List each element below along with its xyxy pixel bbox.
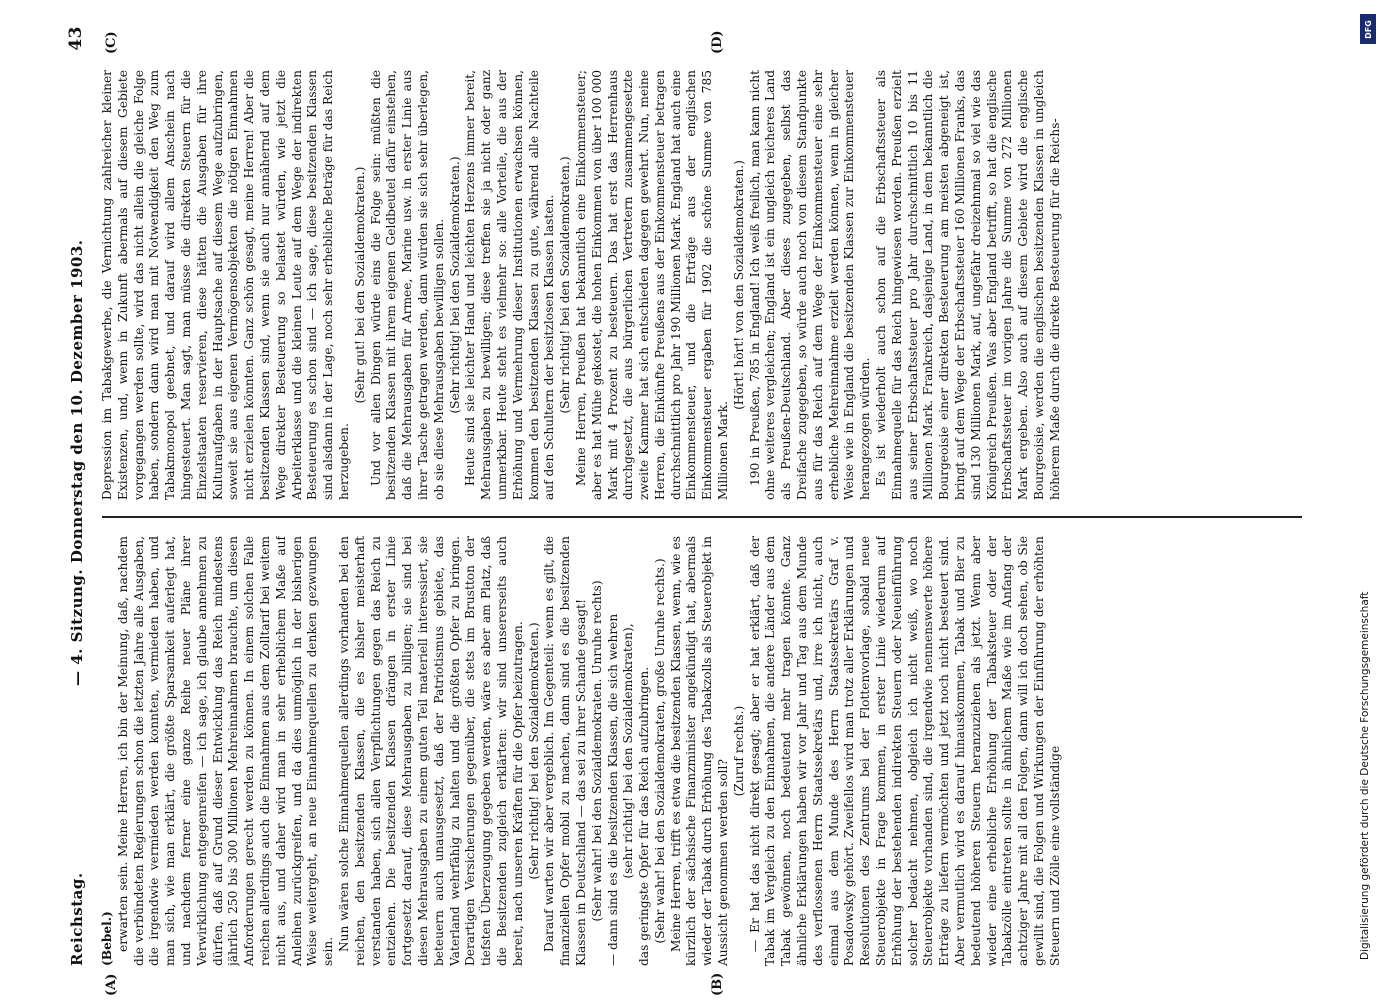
header-title: — 4. Sitzung. Donnerstag den 10. Dezember 1903. bbox=[68, 239, 86, 686]
left-column bbox=[100, 536, 1305, 966]
digitization-credit: Digitalisierung gefördert durch die Deutsche Forschungsgemeinschaft bbox=[1359, 591, 1371, 960]
interjection: (Sehr wahr! bei den Sozialdemokraten. Unruhe rechts) bbox=[589, 580, 604, 922]
paragraph: Und vor allen Dingen würde eins die Folge sein: müßten die besitzenden Klassen mit ihrem eigenen Geldbeutel dafür einstehen, daß die Mehrausgaben für Armee, Marine usw. in erster Linie aus ihrer Tasche getragen werden, dann würden sie sich sehr überlegen, ob sie diese Mehrausgaben bewilligen sollen. bbox=[368, 70, 446, 500]
document-sheet bbox=[62, 26, 1312, 996]
interjection: (Sehr gut! bei den Sozialdemokraten.) bbox=[352, 166, 367, 404]
paragraph: Es ist wiederholt auch schon auf die Erbschaftssteuer als Einnahmequelle für das Reich hingewiesen worden. Preußen erzielt aus seiner Erbschaftssteuer pro Jahr durchschnittlich 10 bis 11 Millionen Mark. Frankreich, dasjenige Land, in dem bekanntlich die Bourgeoisie einer direkten Besteuerung am meisten abgeneigt ist, bringt auf dem Wege der Erbschaftssteuer 160 Millionen Franks, das sind 130 Millionen Mark, auf, ungefähr dreizehnmal so viel wie das Königreich Preußen. Was aber England betrifft, so hat die englische Erbschaftssteuer im vorigen Jahre die Summe von 272 Millionen Mark ergeben. Also auch auf diesem Gebiete wird die englische Bourgeoisie, werden die englischen besitzenden Klassen in ungleich höherem Maße durch die direkte Besteuerung für die Reichs- bbox=[874, 70, 1062, 500]
paragraph: Darauf warten wir aber vergeblich. Im Gegenteil: wenn es gilt, die finanziellen Opfer mobil zu machen, dann sind es die besitzenden Klassen in Deutschland — das sei zu ihrer Schande gesagt! bbox=[542, 536, 588, 966]
interjection: (Sehr richtig! bei den Sozialdemokraten.) bbox=[526, 622, 541, 880]
digitization-stamp bbox=[1359, 10, 1377, 990]
paragraph: Depression im Tabakgewerbe, die Vernichtung zahlreicher kleiner Existenzen, und, wenn in Zukunft abermals auf diesem Gebiete vorgegangen werden sollte, wird das nicht allein die gleiche Folge haben, sondern dann wird man mit Notwendigkeit den Weg zum Tabakmonopol geebnet, und darauf wird allem Anschein nach hingesteuert. Man sagt, man müsse die direkten Steuern für die Einzelstaaten reservieren, diese hätten die Ausgaben für ihre Kulturaufgaben in der Hauptsache auf diesem Wege aufzubringen, soweit sie aus eigenen Vermögensobjekten die nötigen Einnahmen nicht erzielen könnten. Ganz schön gesagt, meine Herren! Aber die besitzenden Klassen sind, wenn sie auch nur annähernd auf dem Wege direkter Besteuerung so belastet würden, wie jetzt die Arbeiterklasse und die kleinen Leute auf dem Wege der indirekten Besteuerung es schon sind — ich sage, diese besitzenden Klassen sind alsdann in der Lage, noch sehr erhebliche Beträge für das Reich herzugeben. bbox=[100, 70, 351, 500]
margin-marker-c: (C) bbox=[104, 31, 119, 54]
paragraph: Meine Herren, Preußen hat bekanntlich eine Einkommensteuer; aber es hat Mühe gekostet, die hohen Einkommen von über 100 000 Mark mit 4 Prozent zu besteuern. Das hat erst das Herrenhaus durchgesetzt, die aus bürgerlichen Vertretern zusammengesetzte zweite Kammer hat sich entschieden dagegen gewehrt. Nun, meine Herren, die Einkünfte Preußens aus der Einkommensteuer betragen durchschnittlich pro Jahr 190 Millionen Mark. England hat auch eine Einkommensteuer, und die Erträge aus der englischen Einkommensteuer ergaben für 1902 die schöne Summe von 785 Millionen Mark. bbox=[573, 70, 731, 500]
speaker-label: (Bebel.) bbox=[100, 911, 114, 966]
paragraph: — dann sind es die besitzenden Klassen, die sich wehren bbox=[605, 613, 620, 966]
paragraph: Meine Herren, trifft es etwa die besitzenden Klassen, wenn, wie es kürzlich der sächsische Finanzminister angekündigt hat, abermals wieder der Tabak durch Erhöhung des Tabakzolls als Steuerobjekt in Aussicht genommen werden soll? bbox=[668, 536, 731, 966]
interjection: (Hört! hört! von den Sozialdemokraten.) bbox=[731, 160, 746, 410]
paragraph: Nun wären solche Einnahmequellen allerdings vorhanden bei den reichen, den besitzenden Klassen, die es bisher meisterhaft verstanden haben, sich allen Verpflichtungen gegen das Reich zu entziehen. Die besitzenden Klassen drängen in erster Linie fortgesetzt darauf, diese Mehrausgaben zu billigen; sie sind bei diesen Mehrausgaben zu einem guten Teil materiell interessiert, sie beteuern auch unausgesetzt, daß der Patriotismus gebiete, das Vaterland wehrfähig zu halten und die größten Opfer zu bringen. Derartigen Versicherungen gegenüber, die stets im Brustton der tiefsten Überzeugung gegeben werden, wäre es aber am Platz, daß die Besitzenden zugleich erklärten: wir sind unsererseits auch bereit, nach unseren Kräften für die Opfer beizutragen. bbox=[336, 536, 525, 966]
interjection: (sehr richtig! bei den Sozialdemokraten), bbox=[621, 623, 636, 879]
paragraph: 190 in Preußen, 785 in England! Ich weiß freilich, man kann nicht ohne weiteres vergleichen; England ist ein ungleich reicheres Land als Preußen-Deutschland. Aber dieses zugegeben, selbst das Dreifache zugegeben, so würde auch noch von diesem Standpunkte aus für das Reich auf dem Wege der Einkommensteuer eine sehr erhebliche Mehreinnahme erzielt werden können, wenn in gleicher Weise wie in England die besitzenden Klassen zur Einkommensteuer herangezogen würden. bbox=[747, 70, 873, 500]
paragraph: Heute sind sie leichter Hand und leichten Herzens immer bereit, Mehrausgaben zu bewilligen; diese treffen sie ja nicht oder ganz unmerkbar. Heute steht es vielmehr so: alle Vorteile, die aus der Erhöhung und Vermehrung dieser Institutionen erwachsen können, kommen den besitzenden Klassen zu gute, während alle Nachteile auf den Schultern der besitzlosen Klassen lasten. bbox=[463, 70, 557, 500]
interjection: (Sehr richtig! bei den Sozialdemokraten.) bbox=[558, 156, 573, 414]
margin-marker-d: (D) bbox=[710, 30, 725, 54]
interjection: (Zuruf rechts.) bbox=[731, 705, 746, 797]
paragraph: — Er hat das nicht direkt gesagt; aber er hat erklärt, daß der Tabak im Vergleich zu den Einnahmen, die andere Länder aus dem Tabak gewönnen, noch bedeutend mehr tragen könnte. Ganz ähnliche Erklärungen haben wir vor Jahr und Tag aus dem Munde des verflossenen Herrn Staatssekretärs und, irre ich nicht, auch einmal aus dem Munde des Herrn Staatssekretärs Graf v. Posadowsky gehört. Zweifellos wird man trotz aller Erklärungen und Resolutionen des Zentrums bei der Flottenvorlage, sobald neue Steuerobjekte in Frage kommen, in erster Linie wiederum auf Erhöhung der bestehenden indirekten Steuern oder Neueinführung solcher bedacht nehmen, obgleich ich nicht weiß, wo noch Steuerobjekte vorhanden sind, die irgendwie nennenswerte höhere Erträge zu liefern vermöchten und jetzt noch nicht besteuert sind. Aber vermutlich wird es darauf hinauskommen, Tabak und Bier zu bedeutend höheren Steuern heranzuziehen als jetzt. Wenn aber wieder eine erhebliche Erhöhung der Tabaksteuer oder der Tabakzölle eintreten sollte in ähnlichem Maße wie im Anfang der achtziger Jahre mit all den Folgen, dann will ich doch sehen, ob Sie gewillt sind, die Folgen und Wirkungen der Einführung der erhöhten Steuern und Zölle eine vollständige bbox=[747, 536, 1062, 966]
dfg-logo-text: DFG bbox=[1363, 19, 1373, 39]
margin-marker-a: (A) bbox=[104, 973, 119, 996]
page-header bbox=[62, 26, 96, 966]
page-number: 43 bbox=[66, 26, 86, 51]
paragraph: das geringste Opfer für das Reich aufzubringen. bbox=[637, 666, 652, 966]
header-left: Reichstag. bbox=[68, 872, 86, 966]
column-divider bbox=[102, 516, 1302, 518]
right-column bbox=[100, 70, 1305, 500]
margin-marker-b: (B) bbox=[710, 972, 725, 996]
interjection: (Sehr richtig! bei den Sozialdemokraten.) bbox=[447, 156, 462, 414]
paragraph: erwarten sein. Meine Herren, ich bin der Meinung, daß, nachdem die verbündeten Regierungen schon die letzten Jahre alle Ausgaben, die irgendwie vermieden werden konnten, vermieden haben, und man sich, wie man erklärt, die größte Sparsamkeit auferlegt hat, und nachdem ferner eine ganze Reihe neuer Pläne ihrer Verwirklichung entgegenreifen — ich sage, ich glaube annehmen zu dürfen, daß auf Grund dieser Entwicklung das Reich mindestens jährlich 250 bis 300 Millionen Mehreinnahmen brauchte, um diesen Anforderungen gerecht werden zu können. In einem solchen Falle reichen allerdings auch die Einnahmen aus dem Zolltarif bei weitem nicht aus, und daher wird man in sehr erheblichem Maße auf Anleihen zurückgreifen, und da dies unmöglich in der bisherigen Weise weitergeht, an neue Einnahmequellen zu denken gezwungen sein. bbox=[115, 536, 336, 966]
interjection: (Sehr wahr! bei den Sozialdemokraten, große Unruhe rechts.) bbox=[652, 558, 667, 944]
